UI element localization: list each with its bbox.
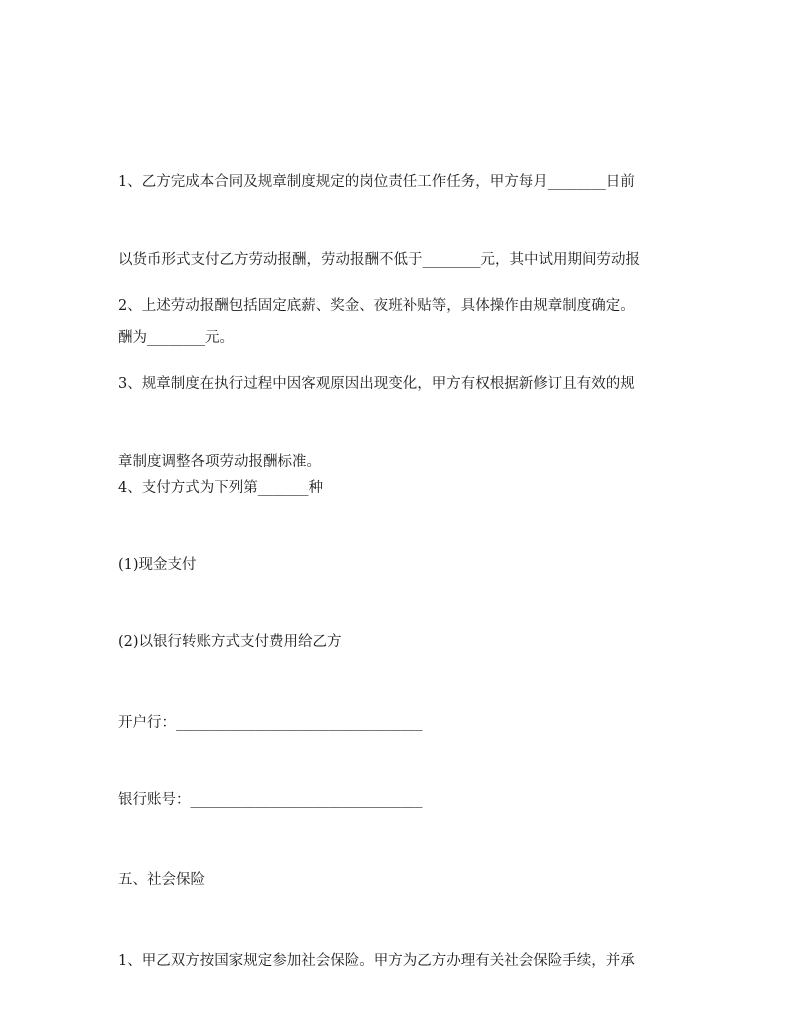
text-line: (2)以银行转账方式支付费用给乙方 — [118, 634, 342, 650]
text-line: 1、甲乙双方按国家规定参加社会保险。甲方为乙方办理有关社会保险手续，并承 — [118, 953, 635, 969]
text-line: 五、社会保险 — [118, 872, 205, 888]
text-line: 1、乙方完成本合同及规章制度规定的岗位责任工作任务，甲方每月________日前 — [118, 174, 635, 190]
text-line: (1)现金支付 — [118, 557, 197, 573]
clause-social-insurance — [118, 896, 678, 1026]
text-line: 银行账号：________________________________ — [118, 792, 423, 808]
text-line: 以货币形式支付乙方劳动报酬，劳动报酬不低于________元，其中试用期间劳动报 — [118, 252, 640, 268]
text-line: 4、支付方式为下列第_______种 — [118, 480, 323, 496]
text-line: 酬为________元。 — [118, 330, 234, 346]
text-line: 3、规章制度在执行过程中因客观原因出现变化，甲方有权根据新修订且有效的规 — [118, 376, 635, 392]
text-line: 章制度调整各项劳动报酬标准。 — [118, 454, 321, 470]
text-line: 开户行：__________________________________ — [118, 715, 423, 731]
text-line: 2、上述劳动报酬包括固定底薪、奖金、夜班补贴等，具体操作由规章制度确定。 — [118, 298, 635, 314]
